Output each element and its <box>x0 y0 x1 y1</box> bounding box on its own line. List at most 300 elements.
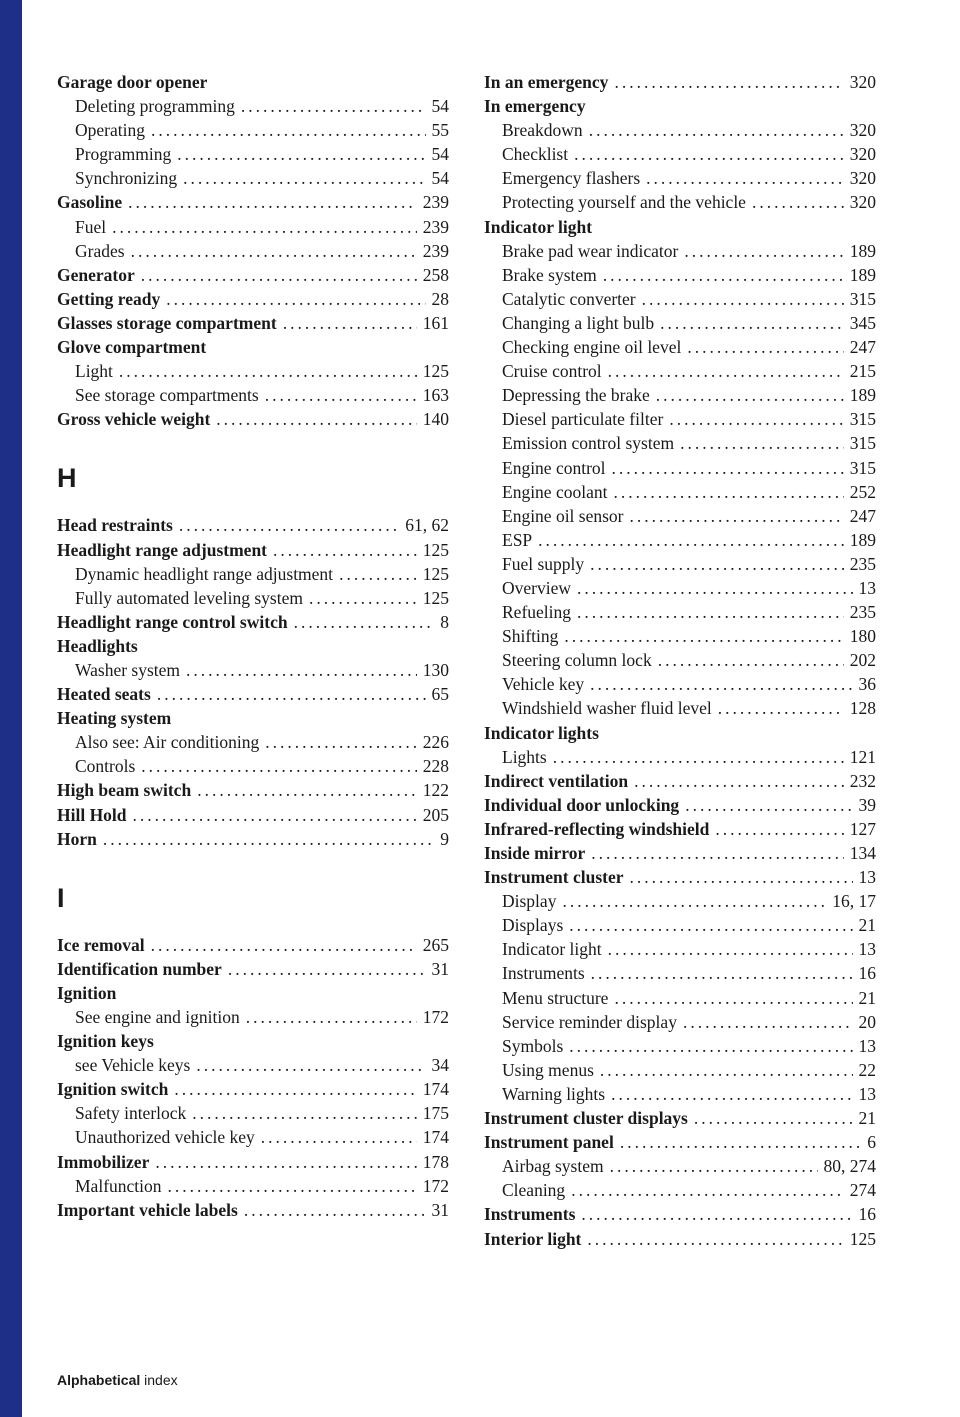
page-number: 20 <box>858 1011 876 1032</box>
dot-leader <box>608 937 853 961</box>
index-subentry <box>57 658 449 682</box>
page-number: 21 <box>858 1108 876 1129</box>
dot-leader <box>613 480 843 504</box>
index-subentry <box>484 359 876 383</box>
dot-leader <box>103 827 434 851</box>
dot-leader <box>680 431 844 455</box>
page-number: 21 <box>858 987 876 1008</box>
page-number: 345 <box>849 312 876 333</box>
index-subentry <box>57 1101 449 1125</box>
dot-leader <box>179 513 399 537</box>
index-subentry <box>484 1178 876 1202</box>
entry-label: Indicator light <box>502 939 602 960</box>
page-number: 65 <box>431 684 449 705</box>
page-number: 226 <box>422 732 449 753</box>
dot-leader <box>157 682 426 706</box>
page-number: 128 <box>849 698 876 719</box>
page-number: 122 <box>422 780 449 801</box>
dot-leader <box>612 456 844 480</box>
index-subentry <box>484 937 876 961</box>
page-number: 127 <box>849 818 876 839</box>
dot-leader <box>718 696 844 720</box>
page-number: 189 <box>849 264 876 285</box>
entry-label: Synchronizing <box>75 168 178 189</box>
index-entry <box>57 610 449 634</box>
index-entry <box>57 538 449 562</box>
entry-label: Instrument cluster <box>484 867 624 888</box>
page-number: 55 <box>431 120 449 141</box>
dot-leader <box>141 263 417 287</box>
page-number: 13 <box>858 867 876 888</box>
dot-leader <box>177 142 425 166</box>
entry-label: Emission control system <box>502 433 675 454</box>
dot-leader <box>216 407 416 431</box>
dot-leader <box>634 769 844 793</box>
dot-leader <box>614 986 852 1010</box>
dot-leader <box>577 600 844 624</box>
entry-label: ESP <box>502 529 533 550</box>
entry-label: Interior light <box>484 1228 582 1249</box>
page-number: 239 <box>422 192 449 213</box>
page-number: 140 <box>422 409 449 430</box>
entry-label: Ignition switch <box>57 1079 169 1100</box>
index-entry <box>57 513 449 537</box>
index-column-right <box>484 70 876 1251</box>
index-subentry <box>484 600 876 624</box>
index-subentry <box>484 1082 876 1106</box>
page-number: 320 <box>849 72 876 92</box>
entry-label: Malfunction <box>75 1175 162 1196</box>
index-subentry <box>484 552 876 576</box>
entry-label: Engine oil sensor <box>502 505 624 526</box>
entry-label: Instruments <box>484 1204 576 1225</box>
index-subentry <box>484 648 876 672</box>
page-number: 315 <box>849 433 876 454</box>
dot-leader <box>603 263 844 287</box>
entry-label: Getting ready <box>57 288 161 309</box>
dot-leader <box>620 1130 861 1154</box>
index-subentry <box>57 730 449 754</box>
page-number: 172 <box>422 1007 449 1027</box>
dot-leader <box>166 287 425 311</box>
dot-leader <box>590 672 852 696</box>
index-entry <box>57 1150 449 1174</box>
dot-leader <box>294 610 435 634</box>
entry-label: Engine control <box>502 457 606 478</box>
entry-label: In emergency <box>484 96 586 117</box>
index-entry <box>57 981 449 1005</box>
entry-label: Display <box>502 891 557 912</box>
page-number: 125 <box>422 539 449 560</box>
dot-leader <box>577 576 852 600</box>
entry-label: See storage compartments <box>75 385 259 406</box>
dot-leader <box>752 190 844 214</box>
index-subentry <box>484 190 876 214</box>
page-number: 36 <box>858 674 876 695</box>
entry-label: see Vehicle keys <box>75 1055 191 1076</box>
entry-label: Washer system <box>75 659 181 680</box>
index-entry <box>484 1106 876 1130</box>
dot-leader <box>564 624 843 648</box>
dot-leader <box>630 865 853 889</box>
page-number: 13 <box>858 577 876 598</box>
index-subentry <box>57 586 449 610</box>
entry-label: Indirect ventilation <box>484 770 629 791</box>
index-entry <box>57 335 449 359</box>
entry-label: Checklist <box>502 144 569 165</box>
entry-label: Brake system <box>502 264 597 285</box>
dot-leader <box>151 933 417 957</box>
index-entry <box>484 865 876 889</box>
index-subentry <box>57 166 449 190</box>
dot-leader <box>687 335 843 359</box>
entry-label: Changing a light bulb <box>502 312 655 333</box>
entry-label: Indicator light <box>484 216 593 237</box>
index-subentry <box>484 1034 876 1058</box>
index-subentry <box>57 1125 449 1149</box>
dot-leader <box>581 1202 852 1226</box>
dot-leader <box>608 359 844 383</box>
entry-label: Cleaning <box>502 1180 566 1201</box>
dot-leader <box>133 803 417 827</box>
dot-leader <box>131 239 417 263</box>
entry-label: Heated seats <box>57 684 151 705</box>
index-entry <box>57 827 449 851</box>
entry-label: See engine and ignition <box>75 1007 240 1027</box>
entry-label: Warning lights <box>502 1083 606 1104</box>
index-entry <box>484 793 876 817</box>
entry-label: Glove compartment <box>57 337 207 358</box>
page-number: 21 <box>858 915 876 936</box>
page-number: 239 <box>422 216 449 237</box>
dot-leader <box>589 118 844 142</box>
index-entry <box>57 311 449 335</box>
page-number: 31 <box>431 1199 449 1220</box>
dot-leader <box>168 1174 417 1198</box>
entry-label: Operating <box>75 120 145 141</box>
entry-label: Refueling <box>502 602 572 623</box>
page-number: 61, 62 <box>405 515 449 536</box>
page-number: 239 <box>422 240 449 261</box>
dot-leader <box>273 538 417 562</box>
entry-label: Overview <box>502 577 572 598</box>
entry-label: Vehicle key <box>502 674 585 695</box>
dot-leader <box>614 70 843 94</box>
dot-leader <box>151 118 426 142</box>
index-subentry <box>484 118 876 142</box>
dot-leader <box>119 359 417 383</box>
dot-leader <box>265 730 417 754</box>
entry-label: High beam switch <box>57 780 192 801</box>
dot-leader <box>128 190 417 214</box>
page-number: 258 <box>422 264 449 285</box>
index-entry <box>57 933 449 957</box>
entry-label: Displays <box>502 915 564 936</box>
index-subentry <box>484 1058 876 1082</box>
dot-leader <box>183 166 425 190</box>
index-entry <box>57 957 449 981</box>
index-subentry <box>484 456 876 480</box>
dot-leader <box>569 1034 852 1058</box>
page-number: 161 <box>422 312 449 333</box>
dot-leader <box>569 913 852 937</box>
index-entry <box>484 721 876 745</box>
dot-leader <box>261 1125 417 1149</box>
index-subentry <box>484 480 876 504</box>
page-number: 189 <box>849 529 876 550</box>
index-subentry <box>484 913 876 937</box>
entry-label: Headlight range adjustment <box>57 539 267 560</box>
index-subentry <box>484 696 876 720</box>
page-number: 315 <box>849 457 876 478</box>
section-letter: H <box>57 463 77 494</box>
entry-label: Diesel particulate filter <box>502 409 664 430</box>
page-number: 6 <box>867 1132 876 1153</box>
index-subentry <box>484 528 876 552</box>
page-number: 172 <box>422 1175 449 1196</box>
page-number: 16, 17 <box>832 891 876 912</box>
index-entry <box>57 778 449 802</box>
entry-label: Important vehicle labels <box>57 1199 238 1220</box>
dot-leader <box>587 1227 843 1251</box>
dot-leader <box>283 311 417 335</box>
page-number: 13 <box>858 1035 876 1056</box>
index-entry <box>484 1202 876 1226</box>
page-number: 28 <box>431 288 449 309</box>
index-subentry <box>484 383 876 407</box>
page-edge-tab <box>0 0 22 1417</box>
index-entry <box>57 70 449 94</box>
index-subentry <box>484 889 876 913</box>
index-entry <box>57 1077 449 1101</box>
entry-label: Instrument panel <box>484 1132 614 1153</box>
page-number: 315 <box>849 288 876 309</box>
dot-leader <box>155 1150 416 1174</box>
dot-leader <box>571 1178 844 1202</box>
dot-leader <box>574 142 844 166</box>
page-number: 134 <box>849 843 876 863</box>
entry-label: Dynamic headlight range adjustment <box>75 563 334 584</box>
entry-label: Fuel supply <box>502 553 585 574</box>
page-number: 178 <box>422 1151 449 1172</box>
dot-leader <box>660 311 844 335</box>
entry-label: Heating system <box>57 708 172 729</box>
entry-label: Using menus <box>502 1059 594 1080</box>
page-number: 121 <box>849 746 876 767</box>
dot-leader <box>196 1053 425 1077</box>
index-subentry <box>484 287 876 311</box>
dot-leader <box>228 957 426 981</box>
dot-leader <box>553 745 844 769</box>
page-number: 235 <box>849 602 876 623</box>
dot-leader <box>600 1058 853 1082</box>
index-subentry <box>57 94 449 118</box>
entry-label: Indicator lights <box>484 722 599 743</box>
page-number: 320 <box>849 192 876 213</box>
page-number: 54 <box>431 96 449 117</box>
index-entry <box>484 94 876 118</box>
index-subentry <box>57 118 449 142</box>
index-entry <box>484 215 876 239</box>
entry-label: Catalytic converter <box>502 288 636 309</box>
index-subentry <box>484 407 876 431</box>
entry-label: Instruments <box>502 963 585 984</box>
page-number: 13 <box>858 1083 876 1104</box>
footer-title: Alphabetical <box>57 1372 141 1388</box>
index-subentry <box>57 215 449 239</box>
page-number: 265 <box>422 934 449 955</box>
entry-label: Symbols <box>502 1035 564 1056</box>
entry-label: Menu structure <box>502 987 609 1008</box>
index-subentry <box>484 745 876 769</box>
index-subentry <box>484 672 876 696</box>
dot-leader <box>684 239 843 263</box>
page-number: 320 <box>849 120 876 141</box>
dot-leader <box>669 407 843 431</box>
page-number: 189 <box>849 385 876 406</box>
dot-leader <box>186 658 417 682</box>
entry-label: Ice removal <box>57 934 145 955</box>
entry-label: Engine coolant <box>502 481 608 502</box>
index-subentry <box>484 335 876 359</box>
entry-label: Safety interlock <box>75 1103 187 1124</box>
page-number: 9 <box>440 828 449 849</box>
entry-label: Generator <box>57 264 135 285</box>
index-subentry <box>484 142 876 166</box>
page-number: 39 <box>858 794 876 815</box>
entry-label: Fuel <box>75 216 107 237</box>
index-entry <box>484 70 876 94</box>
index-column-left <box>57 70 449 1222</box>
index-subentry <box>484 504 876 528</box>
index-entry <box>57 190 449 214</box>
dot-leader <box>694 1106 853 1130</box>
page-number: 34 <box>431 1055 449 1076</box>
page-number: 175 <box>422 1103 449 1124</box>
index-subentry <box>484 624 876 648</box>
entry-label: Instrument cluster displays <box>484 1108 688 1129</box>
index-subentry <box>484 166 876 190</box>
index-subentry <box>484 263 876 287</box>
dot-leader <box>339 562 417 586</box>
page-number: 252 <box>849 481 876 502</box>
entry-label: Fully automated leveling system <box>75 587 303 608</box>
page-number: 202 <box>849 650 876 671</box>
index-entry <box>484 817 876 841</box>
dot-leader <box>174 1077 416 1101</box>
dot-leader <box>141 754 416 778</box>
index-subentry <box>57 359 449 383</box>
dot-leader <box>715 817 843 841</box>
entry-label: Brake pad wear indicator <box>502 240 679 261</box>
entry-label: Ignition <box>57 982 117 1003</box>
page-number: 16 <box>858 1204 876 1225</box>
entry-label: Immobilizer <box>57 1151 150 1172</box>
index-entry <box>57 682 449 706</box>
dot-leader <box>244 1198 426 1222</box>
dot-leader <box>591 961 853 985</box>
index-entry <box>57 407 449 431</box>
entry-label: Depressing the brake <box>502 385 650 406</box>
footer-suffix: index <box>144 1372 178 1388</box>
dot-leader <box>246 1005 417 1029</box>
page-number: 215 <box>849 361 876 382</box>
entry-label: Shifting <box>502 626 559 647</box>
entry-label: Airbag system <box>502 1156 604 1177</box>
index-entry <box>57 263 449 287</box>
dot-leader <box>562 889 826 913</box>
index-entry <box>484 1130 876 1154</box>
index-subentry <box>57 1053 449 1077</box>
page-number: 80, 274 <box>823 1156 876 1177</box>
entry-label: Infrared-reflecting windshield <box>484 818 710 839</box>
entry-label: Breakdown <box>502 120 583 141</box>
page-number: 125 <box>422 361 449 382</box>
index-subentry <box>57 383 449 407</box>
index-subentry <box>484 311 876 335</box>
entry-label: Head restraints <box>57 515 173 536</box>
index-subentry <box>57 239 449 263</box>
entry-label: Deleting programming <box>75 96 235 117</box>
page-number: 232 <box>849 770 876 791</box>
page-number: 54 <box>431 144 449 165</box>
entry-label: Glasses storage compartment <box>57 312 277 333</box>
dot-leader <box>538 528 844 552</box>
page-number: 8 <box>440 611 449 632</box>
page-number: 54 <box>431 168 449 189</box>
index-entry <box>57 287 449 311</box>
entry-label: Programming <box>75 144 172 165</box>
index-entry <box>57 634 449 658</box>
page-number: 163 <box>422 385 449 406</box>
page-number: 320 <box>849 168 876 189</box>
index-subentry <box>484 1154 876 1178</box>
entry-label: Individual door unlocking <box>484 794 680 815</box>
page-number: 189 <box>849 240 876 261</box>
dot-leader <box>192 1101 416 1125</box>
index-subentry <box>57 754 449 778</box>
entry-label: Steering column lock <box>502 650 652 671</box>
entry-label: Light <box>75 361 113 382</box>
entry-label: Identification number <box>57 958 222 979</box>
dot-leader <box>646 166 844 190</box>
page-number: 174 <box>422 1127 449 1148</box>
entry-label: Gross vehicle weight <box>57 409 211 430</box>
page-number: 228 <box>422 756 449 777</box>
dot-leader <box>642 287 844 311</box>
entry-label: Unauthorized vehicle key <box>75 1127 255 1148</box>
entry-label: Gasoline <box>57 192 123 213</box>
entry-label: Headlight range control switch <box>57 611 288 632</box>
entry-label: Protecting yourself and the vehicle <box>502 192 746 213</box>
index-subentry <box>484 986 876 1010</box>
entry-label: Lights <box>502 746 547 767</box>
entry-label: Also see: Air conditioning <box>75 732 260 753</box>
dot-leader <box>683 1010 853 1034</box>
dot-leader <box>656 383 844 407</box>
page-number: 235 <box>849 553 876 574</box>
page-number: 125 <box>422 587 449 608</box>
dot-leader <box>112 215 417 239</box>
entry-label: Cruise control <box>502 361 602 382</box>
entry-label: Windshield washer fluid level <box>502 698 712 719</box>
index-subentry <box>57 142 449 166</box>
page-number: 180 <box>849 626 876 647</box>
dot-leader <box>658 648 844 672</box>
page-number: 13 <box>858 939 876 960</box>
index-subentry <box>484 431 876 455</box>
index-entry <box>57 803 449 827</box>
